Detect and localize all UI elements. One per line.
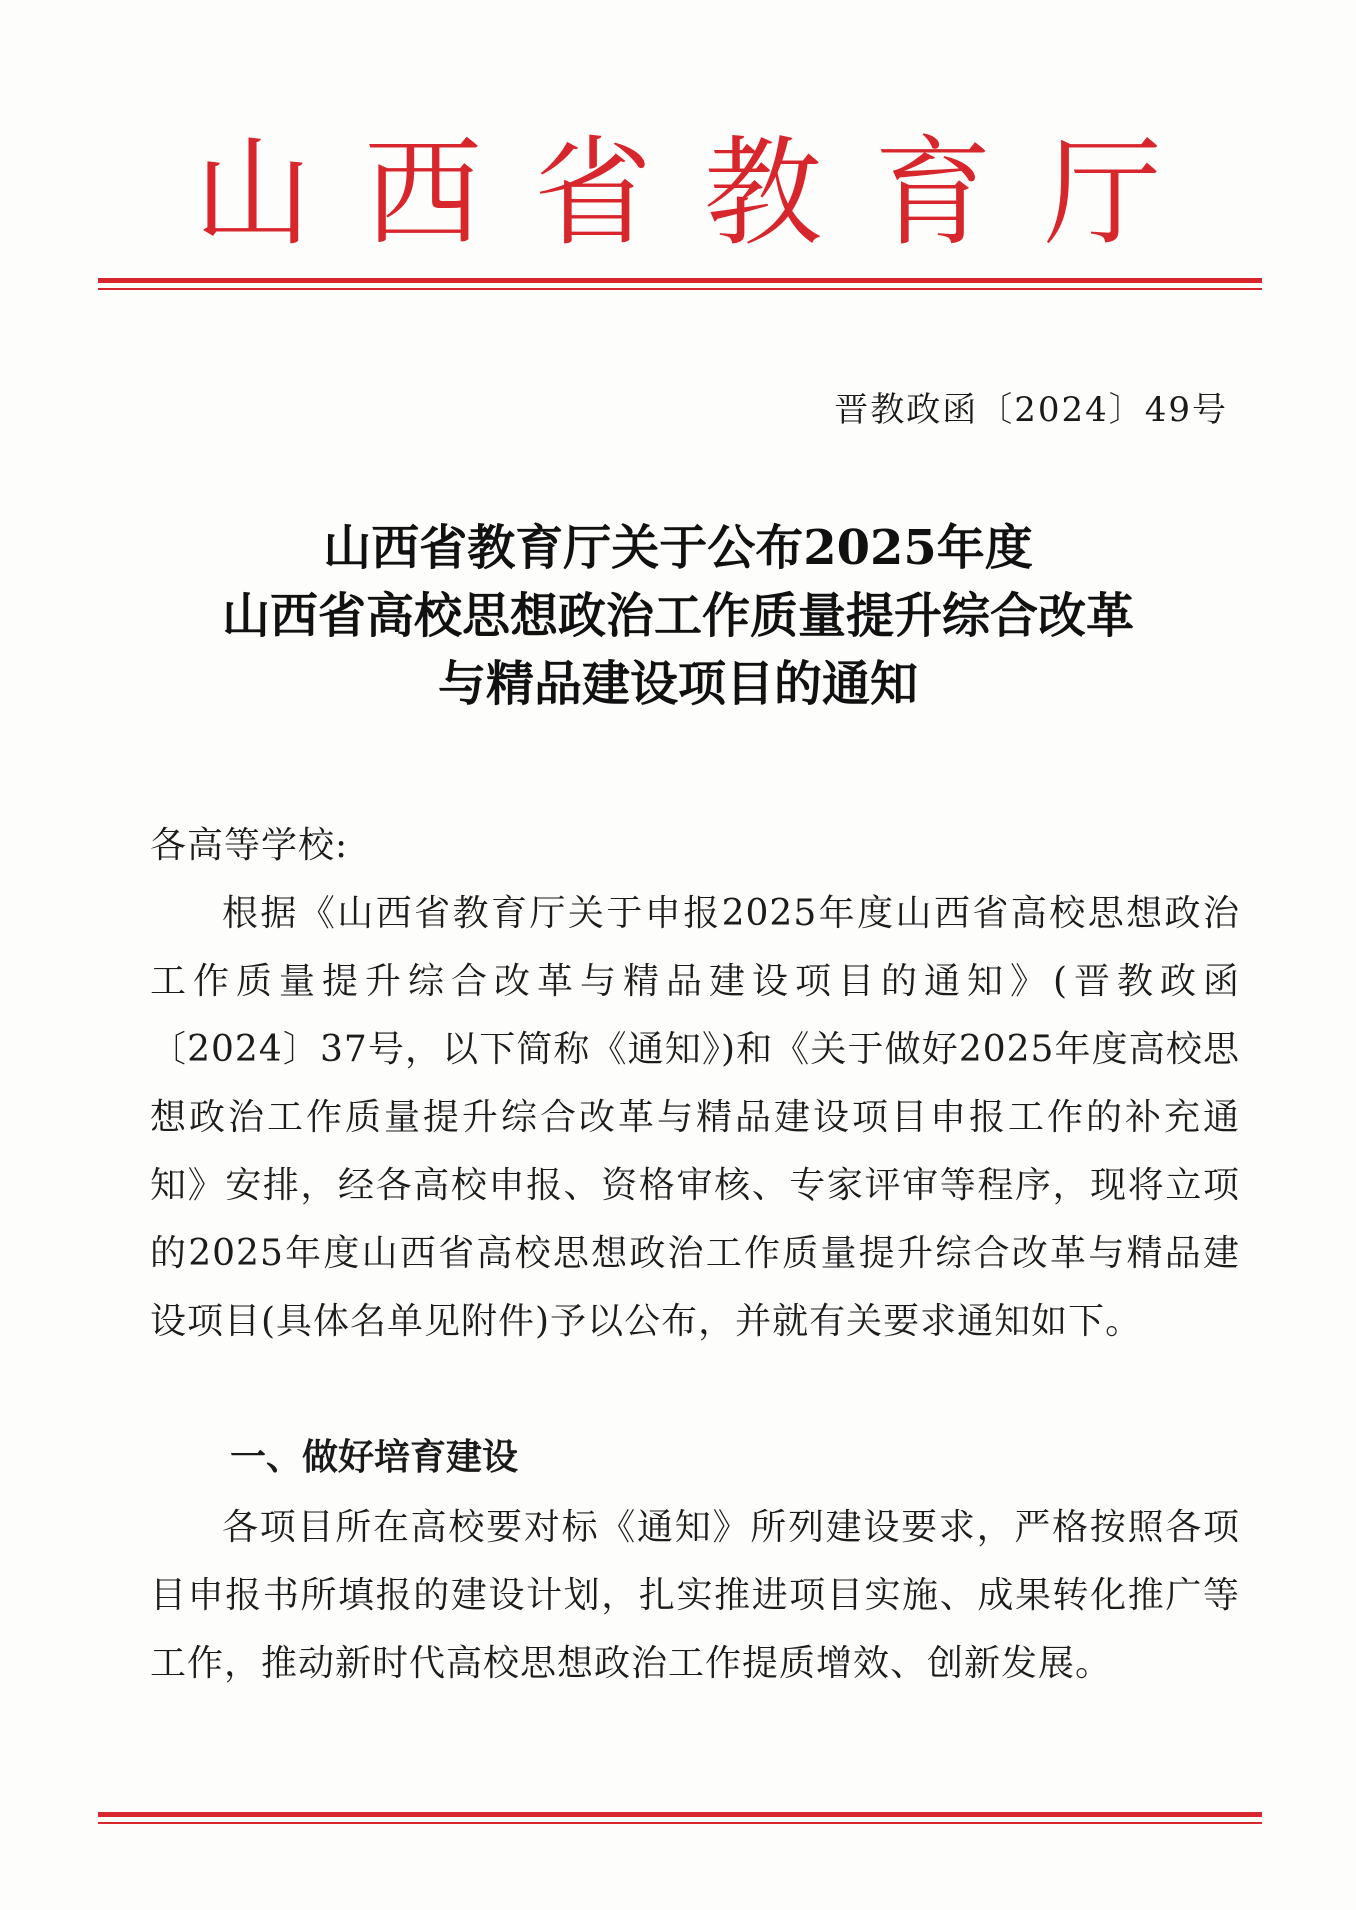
- letterhead-org-name: 山西省教育厅: [193, 124, 1214, 262]
- title-line-3: 与精品建设项目的通知: [437, 656, 918, 712]
- salutation: 各高等学校:: [150, 825, 349, 866]
- section-heading: 一、做好培育建设: [230, 1437, 519, 1478]
- document-number: 晋教政函〔2024〕49号: [834, 390, 1228, 430]
- section-paragraph: 各项目所在高校要对标《通知》所列建设要求，严格按照各项目申报书所填报的建设计划，扎实推进项目实施、成果转化推广等工作，推动新时代高校思想政治工作提质增效、创新发展。: [150, 1507, 1240, 1684]
- body-paragraph: 根据《山西省教育厅关于申报2025年度山西省高校思想政治工作质量提升综合改革与精品建设项目的通知》(晋教政函〔2024〕37号，以下简称《通知》)和《关于做好2025年度高校思想政治工作质量提升综合改革与精品建设项目申报工作的补充通知》安排，经各高校申报、资格审核、专家评审等程序，现将立项的2025年度山西省高校思想政治工作质量提升综合改革与精品建设项目(具体名单见附件)予以公布，并就有关要求通知如下。: [150, 893, 1240, 1342]
- letterhead-red-rule: [98, 278, 1262, 290]
- document-title: [0, 514, 1356, 718]
- footer-red-rule: [98, 1812, 1262, 1824]
- title-line-2: 山西省高校思想政治工作质量提升综合改革: [221, 588, 1134, 644]
- title-line-1: 山西省教育厅关于公布2025年度: [323, 520, 1033, 576]
